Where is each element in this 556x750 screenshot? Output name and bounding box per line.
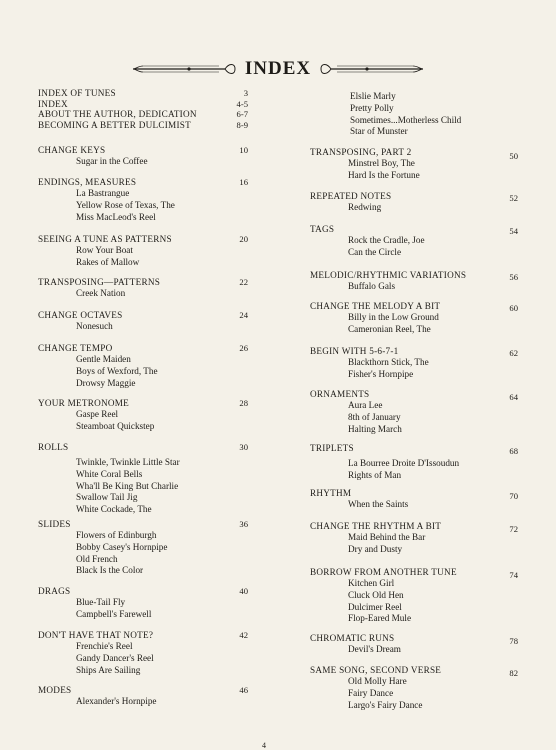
- tune-entry: Hard Is the Fortune: [348, 169, 420, 180]
- tune-entry: Rock the Cradle, Joe: [348, 235, 425, 245]
- section-title: BEGIN WITH 5-6-7-1: [310, 346, 399, 356]
- section-title: SEEING A TUNE AS PATTERNS: [38, 234, 172, 244]
- tune-entry: Drowsy Maggie: [76, 377, 136, 388]
- section-page: 24: [239, 310, 248, 320]
- tune-entry: Kitchen Girl: [348, 578, 395, 588]
- section-heading: [38, 234, 248, 245]
- section-title: SAME SONG, SECOND VERSE: [310, 665, 442, 675]
- section-heading: [310, 147, 518, 161]
- tune-entry: When the Saints: [348, 499, 409, 509]
- section-heading: [38, 398, 248, 409]
- section-heading: [38, 145, 248, 156]
- section-heading: [310, 443, 518, 454]
- front-matter-label: BECOMING A BETTER DULCIMIST: [38, 119, 191, 130]
- section-page: 28: [239, 398, 248, 408]
- tune-entry: Largo's Fairy Dance: [348, 699, 423, 710]
- tune-entry: Flop-Eared Mule: [348, 613, 412, 624]
- section-title: ENDINGS, MEASURES: [38, 177, 137, 187]
- section-title: CHANGE THE MELODY A BIT: [310, 301, 441, 311]
- tune-entry: Yellow Rose of Texas, The: [76, 199, 175, 210]
- tune-entry: Rights of Man: [348, 469, 402, 480]
- section-title: YOUR METRONOME: [38, 398, 130, 408]
- section-title: DRAGS: [38, 586, 71, 596]
- section-title: CHANGE TEMPO: [38, 343, 113, 353]
- index-section: [38, 586, 248, 621]
- section-title: SLIDES: [38, 519, 71, 529]
- page-number: 4: [262, 741, 266, 750]
- tune-entry: Blue-Tail Fly: [76, 597, 126, 607]
- tune-entry: Elslie Marly: [350, 91, 396, 101]
- tune-entry: Fisher's Hornpipe: [348, 368, 414, 379]
- tune-entry: Black Is the Color: [76, 565, 144, 576]
- section-heading: [38, 177, 248, 188]
- section-page: 20: [239, 234, 248, 244]
- section-page: 46: [239, 685, 248, 695]
- section-heading: [310, 224, 518, 235]
- index-section: [310, 191, 518, 214]
- index-section: [38, 277, 248, 300]
- tune-entry: Gandy Dancer's Reel: [76, 652, 154, 663]
- index-section: [310, 488, 518, 511]
- front-matter-page: 3: [243, 88, 248, 98]
- section-page: 72: [509, 524, 518, 534]
- front-matter-page: 6-7: [236, 109, 248, 120]
- tune-entry: Devil's Dream: [348, 644, 401, 654]
- section-page: 10: [239, 145, 248, 155]
- section-title: ROLLS: [38, 442, 69, 452]
- index-section: [38, 343, 248, 389]
- section-title: RHYTHM: [310, 488, 352, 498]
- index-section: [310, 567, 518, 625]
- tune-entry: Pretty Polly: [350, 102, 394, 113]
- section-heading: [38, 442, 248, 453]
- section-title: CHANGE OCTAVES: [38, 310, 123, 320]
- tune-entry: Fairy Dance: [348, 687, 394, 698]
- tune-entry: Frenchie's Reel: [76, 641, 133, 651]
- tune-entry: White Coral Bells: [76, 468, 143, 479]
- tune-entry: Ships Are Sailing: [76, 664, 141, 675]
- section-title: DON'T HAVE THAT NOTE?: [38, 630, 154, 640]
- tune-entry: Dulcimer Reel: [348, 601, 402, 612]
- front-matter-page: 8-9: [236, 119, 248, 130]
- index-section: [38, 685, 248, 708]
- tune-entry: Campbell's Farewell: [76, 608, 152, 619]
- tune-entry: Can the Circle: [348, 246, 402, 257]
- tune-entry: Star of Munster: [350, 126, 408, 137]
- section-title: CHANGE THE RHYTHM A BIT: [310, 521, 442, 531]
- section-page: 70: [509, 491, 518, 501]
- section-heading: [310, 488, 518, 499]
- section-page: 54: [509, 226, 518, 236]
- tune-entry: Gaspe Reel: [76, 409, 119, 419]
- section-title: TRIPLETS: [310, 443, 354, 453]
- section-heading: [310, 301, 518, 312]
- tune-entry: La Bastrangue: [76, 188, 130, 198]
- tune-entry: Steamboat Quickstep: [76, 420, 155, 431]
- index-section: [310, 147, 518, 182]
- front-matter-row: [38, 88, 248, 99]
- section-title: REPEATED NOTES: [310, 191, 392, 201]
- tune-entry: Dry and Dusty: [348, 543, 403, 554]
- tune-entry: Buffalo Gals: [348, 281, 396, 291]
- index-section: [38, 519, 248, 577]
- tune-entry: Halting March: [348, 423, 402, 434]
- tune-entry: Twinkle, Twinkle Little Star: [76, 457, 180, 467]
- front-matter-row: [38, 109, 248, 120]
- section-page: 74: [509, 570, 518, 580]
- section-title: TRANSPOSING—PATTERNS: [38, 277, 161, 287]
- tune-entry: Alexander's Hornpipe: [76, 696, 157, 706]
- section-page: 50: [509, 151, 518, 161]
- section-title: TRANSPOSING, PART 2: [310, 147, 412, 157]
- section-page: 42: [239, 630, 248, 640]
- section-title: CHROMATIC RUNS: [310, 633, 395, 643]
- section-heading: [38, 630, 248, 641]
- section-page: 16: [239, 177, 248, 187]
- continued-tune-list: [350, 91, 461, 138]
- index-section: [38, 177, 248, 223]
- tune-entry: White Cockade, The: [76, 504, 152, 515]
- tune-entry: Creek Nation: [76, 288, 126, 298]
- tune-entry: Nonesuch: [76, 321, 113, 331]
- section-heading: [310, 346, 518, 357]
- tune-entry: Flowers of Edinburgh: [76, 530, 157, 540]
- tune-entry: Billy in the Low Ground: [348, 312, 439, 322]
- index-section: [310, 665, 518, 711]
- front-matter-label: ABOUT THE AUTHOR, DEDICATION: [38, 109, 197, 120]
- front-matter-label: INDEX OF TUNES: [38, 88, 116, 98]
- index-section: [310, 270, 518, 293]
- section-title: MODES: [38, 685, 72, 695]
- tune-entry: Sometimes...Motherless Child: [350, 114, 462, 125]
- index-section: [38, 442, 248, 516]
- section-page: 40: [239, 586, 248, 596]
- index-section: [310, 346, 518, 381]
- tune-entry: Row Your Boat: [76, 245, 133, 255]
- index-section: [310, 443, 518, 482]
- tune-entry: Blackthorn Stick, The: [348, 357, 429, 367]
- section-page: 26: [239, 343, 248, 353]
- tune-entry: Old French: [76, 553, 118, 564]
- tune-entry: Aura Lee: [348, 400, 383, 410]
- section-page: 30: [239, 442, 248, 452]
- index-section: [38, 630, 248, 676]
- index-section: [310, 521, 518, 556]
- tune-entry: Old Molly Hare: [348, 676, 407, 686]
- index-section: [38, 145, 248, 168]
- section-page: 68: [509, 446, 518, 456]
- section-heading: [38, 310, 248, 321]
- tune-entry: Rakes of Mallow: [76, 256, 140, 267]
- section-heading: [310, 389, 518, 400]
- section-title: MELODIC/RHYTHMIC VARIATIONS: [310, 270, 467, 280]
- section-page: 60: [509, 303, 518, 313]
- page-header: [0, 52, 556, 86]
- tune-entry: Gentle Maiden: [76, 354, 131, 364]
- tune-entry: Bobby Casey's Hornpipe: [76, 541, 168, 552]
- section-page: 56: [509, 272, 518, 282]
- section-page: 22: [239, 277, 248, 287]
- tune-entry: Miss MacLeod's Reel: [76, 211, 156, 222]
- page-title: INDEX: [244, 58, 312, 79]
- section-heading: [310, 633, 518, 644]
- right-scroll-ornament-icon: [317, 61, 427, 77]
- tune-entry: 8th of January: [348, 411, 401, 422]
- section-page: 64: [509, 392, 518, 402]
- tune-entry: Minstrel Boy, The: [348, 158, 415, 168]
- section-page: 52: [509, 193, 518, 203]
- tune-entry: Maid Behind the Bar: [348, 532, 426, 542]
- tune-entry: Cameronian Reel, The: [348, 323, 431, 334]
- section-heading: [38, 277, 248, 288]
- front-matter-row: [38, 99, 248, 110]
- tune-entry: Sugar in the Coffee: [76, 156, 148, 166]
- index-section: [310, 224, 518, 259]
- front-matter-label: INDEX: [38, 98, 68, 109]
- section-heading: [310, 665, 518, 676]
- section-page: 36: [239, 519, 248, 529]
- index-section: [38, 398, 248, 433]
- section-title: BORROW FROM ANOTHER TUNE: [310, 567, 457, 577]
- index-section: [38, 310, 248, 333]
- section-page: 62: [509, 348, 518, 358]
- front-matter-row: [38, 120, 248, 131]
- section-title: CHANGE KEYS: [38, 145, 106, 155]
- section-heading: [38, 343, 248, 354]
- front-matter-page: 4-5: [236, 98, 248, 109]
- left-scroll-ornament-icon: [129, 61, 239, 77]
- section-heading: [310, 191, 518, 202]
- index-section: [310, 633, 518, 656]
- index-section: [38, 234, 248, 269]
- tune-entry: Redwing: [348, 202, 382, 212]
- section-heading: [38, 685, 248, 696]
- section-page: 78: [509, 636, 518, 646]
- section-heading: [38, 586, 248, 597]
- section-heading: [38, 519, 248, 530]
- section-title: TAGS: [310, 224, 335, 234]
- tune-entry: Swallow Tail Jig: [76, 492, 138, 503]
- section-page: 82: [509, 668, 518, 678]
- index-section: [310, 301, 518, 336]
- front-matter: [38, 88, 248, 130]
- tune-entry: Cluck Old Hen: [348, 589, 404, 600]
- section-heading: [310, 521, 518, 532]
- section-title: ORNAMENTS: [310, 389, 370, 399]
- tune-entry: Wha'll Be King But Charlie: [76, 480, 179, 491]
- index-section: [310, 389, 518, 435]
- tune-entry: La Bourree Droite D'Issoudun: [348, 458, 460, 468]
- section-heading: [310, 270, 518, 281]
- tune-entry: Boys of Wexford, The: [76, 365, 158, 376]
- section-heading: [310, 567, 518, 578]
